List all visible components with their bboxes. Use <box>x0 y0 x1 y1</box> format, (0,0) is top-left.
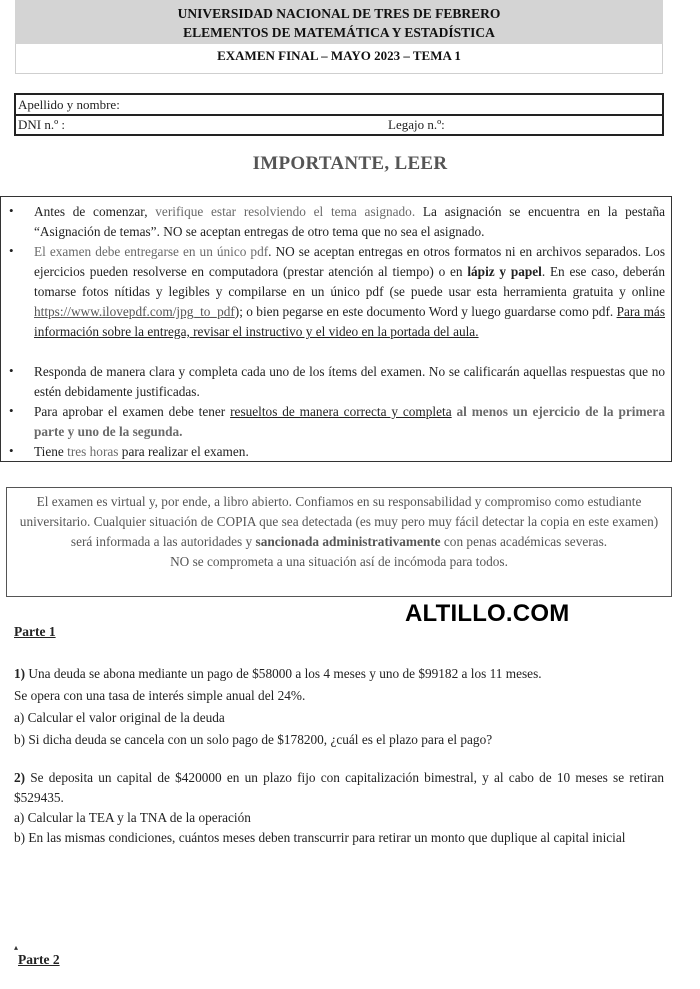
instruction-item-5: Tiene tres horas para realizar el examen. <box>34 444 249 459</box>
question-1-rate: Se opera con una tasa de interés simple anual del 24%. <box>14 688 306 703</box>
parte-1-heading: Parte 1 <box>14 624 56 639</box>
subject-name: ELEMENTOS DE MATEMÁTICA Y ESTADÍSTICA <box>183 25 495 40</box>
question-2-part-b: b) En las mismas condiciones, cuántos meses deben transcurrir para retirar un monto que duplique al capital inicial <box>14 830 626 845</box>
exam-title: EXAMEN FINAL – MAYO 2023 – TEMA 1 <box>15 44 663 74</box>
bullet-icon: • <box>9 363 14 378</box>
instruction-item-1: Antes de comenzar, verifique estar resolviendo el tema asignado. La asignación se encuentra en la pestaña “Asignación de temas”. NO se aceptan entregas de otro tema que no sea el asignado. <box>34 204 666 239</box>
university-name: UNIVERSIDAD NACIONAL DE TRES DE FEBRERO <box>177 6 501 21</box>
question-1-statement: 1) Una deuda se abona mediante un pago de $58000 a los 4 meses y uno de $99182 a los 11 meses. <box>14 666 542 681</box>
name-label: Apellido y nombre: <box>18 97 120 112</box>
question-2-statement: 2) Se deposita un capital de $420000 en un plazo fijo con capitalización bimestral, y al cabo de 10 meses se retiran $529435. <box>14 770 664 805</box>
watermark-logo: ALTILLO.COM <box>405 600 570 627</box>
bullet-icon: • <box>9 203 14 218</box>
dni-label: DNI n.º : <box>18 117 65 132</box>
bullet-icon: • <box>9 243 14 258</box>
ilovepdf-link[interactable]: https://www.ilovepdf.com/jpg_to_pdf <box>34 304 235 319</box>
question-1 <box>14 664 664 750</box>
instruction-item-3: Responda de manera clara y completa cada uno de los ítems del examen. No se calificarán aquellas respuestas que no estén debidamente justificadas. <box>34 364 665 399</box>
question-2 <box>14 768 664 848</box>
question-2-part-a: a) Calcular la TEA y la TNA de la operación <box>14 810 251 825</box>
instruction-item-4: Para aprobar el examen debe tener resueltos de manera correcta y completa al menos un ejercicio de la primera parte y uno de la segunda. <box>34 404 665 439</box>
question-1-part-a: a) Calcular el valor original de la deuda <box>14 710 225 725</box>
notice-warning: NO se comprometa a una situación así de incómoda para todos. <box>170 554 508 569</box>
bullet-icon: • <box>9 403 14 418</box>
exam-header <box>15 0 663 44</box>
question-1-part-b: b) Si dicha deuda se cancela con un solo pago de $178200, ¿cuál es el plazo para el pago? <box>14 732 493 747</box>
cursor-mark-icon: ▴ <box>14 943 19 952</box>
instructions-box <box>0 196 672 462</box>
important-heading: IMPORTANTE, LEER <box>252 153 448 174</box>
instruction-item-2: El examen debe entregarse en un único pdf. NO se aceptan entregas en otros formatos ni en archivos separados. Los ejercicios pueden resolverse en computadora (prestar atención al tiempo) o en lápiz y papel. En ese caso, deberán tomarse fotos nítidas y legibles y compilarse en un único pdf (se puede usar esta herramienta gratuita y online https://www.ilovepdf.com/jpg_to_pdf); o bien pegarse en este documento Word y luego guardarse como pdf. Para más información sobre la entrega, revisar el instructivo y el video en la portada del aula. <box>34 244 665 339</box>
parte-2-heading: Parte 2 <box>18 952 60 967</box>
academic-integrity-notice <box>6 487 672 597</box>
student-info-box <box>14 93 664 136</box>
legajo-label: Legajo n.º: <box>388 117 445 132</box>
bullet-icon: • <box>9 443 14 458</box>
notice-paragraph: El examen es virtual y, por ende, a libro abierto. Confiamos en su responsabilidad y compromiso como estudiante universitario. Cualquier situación de COPIA que sea detectada (es muy pero muy fácil detectar la copia en este examen) será informada a las autoridades y sancionada administrativamente con penas académicas severas. <box>19 494 659 549</box>
